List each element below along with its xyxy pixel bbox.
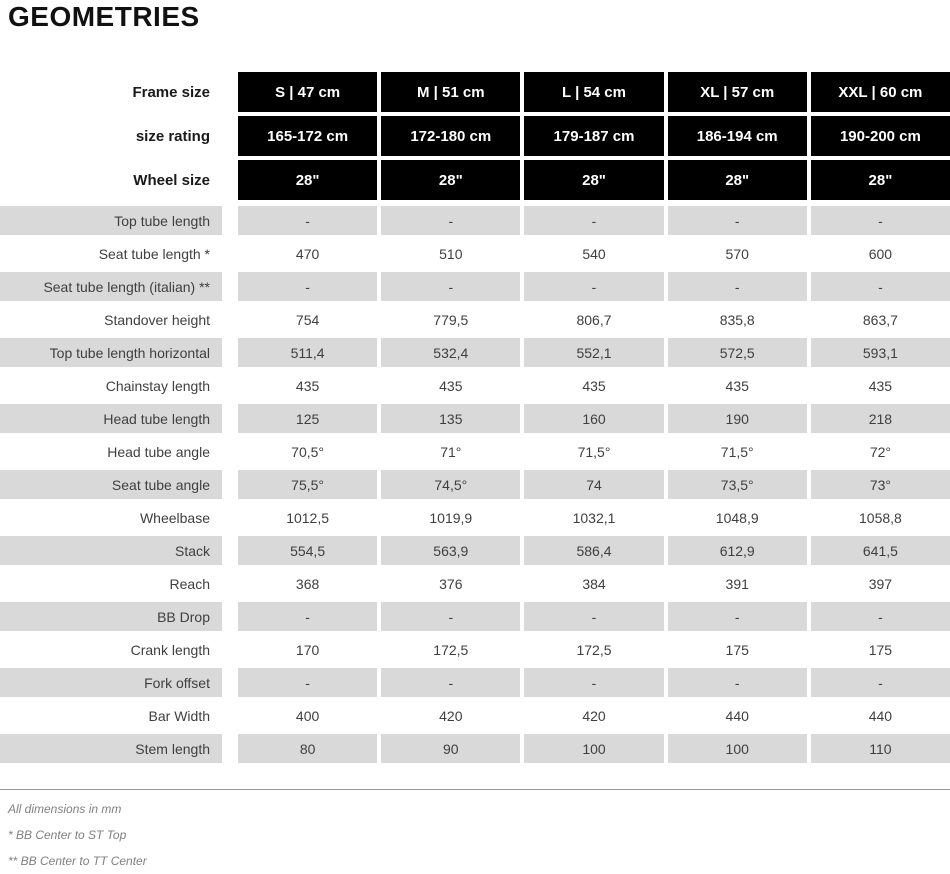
row-label: Seat tube length (italian) ** [0, 272, 222, 301]
value-cell: 554,5 [238, 536, 377, 565]
header-cell: S | 47 cm [238, 72, 377, 112]
header-row-wheel-size [0, 160, 950, 200]
table-body [0, 204, 950, 765]
value-cell: 172,5 [576, 641, 612, 658]
header-cell: 165-172 cm [238, 116, 377, 156]
value-cell: 190 [668, 404, 807, 433]
value-cell: 175 [725, 641, 749, 658]
value-cell: 863,7 [862, 311, 898, 328]
value-cell: 175 [868, 641, 893, 658]
value-cell: 1012,5 [286, 509, 330, 526]
header-cell: 28" [524, 160, 663, 200]
table-row-bar-width [0, 699, 950, 732]
table-row-top-tube-length [0, 204, 950, 237]
row-label: Crank length [130, 641, 210, 658]
value-cell: 779,5 [433, 311, 469, 328]
value-cell: - [524, 668, 663, 697]
value-cell: - [811, 668, 950, 697]
value-cell: - [381, 668, 520, 697]
header-row-label: Wheel size [133, 171, 210, 189]
value-cell: 71,5° [577, 443, 611, 460]
value-cell: 1048,9 [715, 509, 759, 526]
header-row-frame-size [0, 72, 950, 112]
value-cell: 435 [582, 377, 606, 394]
row-label: Head tube length [0, 404, 222, 433]
table-row-seat-tube-angle [0, 468, 950, 501]
value-cell: 218 [811, 404, 950, 433]
value-cell: 552,1 [524, 338, 663, 367]
value-cell: 600 [868, 245, 893, 262]
value-cell: - [668, 206, 807, 235]
value-cell: 612,9 [668, 536, 807, 565]
header-cell: XXL | 60 cm [811, 72, 950, 112]
header-cell: XL | 57 cm [668, 72, 807, 112]
value-cell: 100 [524, 734, 663, 763]
table-row-seat-tube-length [0, 237, 950, 270]
value-cell: - [524, 206, 663, 235]
value-cell: 1019,9 [429, 509, 473, 526]
row-label: Head tube angle [107, 443, 210, 460]
table-row-head-tube-length [0, 402, 950, 435]
row-label: Stack [0, 536, 222, 565]
value-cell: 400 [295, 707, 320, 724]
value-cell: 80 [238, 734, 377, 763]
value-cell: 754 [295, 311, 320, 328]
row-label: Top tube length [0, 206, 222, 235]
footnote: ** BB Center to TT Center [8, 854, 147, 868]
value-cell: 73° [811, 470, 950, 499]
value-cell: 397 [868, 575, 893, 592]
value-cell: 160 [524, 404, 663, 433]
table-row-head-tube-angle [0, 435, 950, 468]
value-cell: 435 [868, 377, 893, 394]
header-row-size-rating [0, 116, 950, 156]
value-cell: 440 [725, 707, 749, 724]
value-cell: 100 [668, 734, 807, 763]
value-cell: 135 [381, 404, 520, 433]
value-cell: 586,4 [524, 536, 663, 565]
table-row-fork-offset [0, 666, 950, 699]
value-cell: - [668, 272, 807, 301]
footer-divider [0, 789, 950, 790]
table-row-chainstay-length [0, 369, 950, 402]
value-cell: 75,5° [238, 470, 377, 499]
value-cell: - [381, 272, 520, 301]
row-label: BB Drop [0, 602, 222, 631]
row-label: Standover height [104, 311, 210, 328]
value-cell: 470 [295, 245, 320, 262]
geometry-table [0, 72, 950, 765]
table-row-wheelbase [0, 501, 950, 534]
value-cell: 71,5° [720, 443, 754, 460]
value-cell: - [238, 206, 377, 235]
value-cell: - [811, 272, 950, 301]
header-cell: 190-200 cm [811, 116, 950, 156]
value-cell: 110 [811, 734, 950, 763]
value-cell: 71° [440, 443, 462, 460]
value-cell: 170 [295, 641, 320, 658]
row-label: Chainstay length [105, 377, 210, 394]
header-cell: 28" [238, 160, 377, 200]
row-label: Seat tube angle [0, 470, 222, 499]
value-cell: 563,9 [381, 536, 520, 565]
footnote: * BB Center to ST Top [8, 828, 127, 842]
table-row-standover-height [0, 303, 950, 336]
value-cell: - [811, 602, 950, 631]
table-row-seat-tube-length-italian [0, 270, 950, 303]
header-cell: 179-187 cm [524, 116, 663, 156]
value-cell: 593,1 [811, 338, 950, 367]
row-label: Wheelbase [139, 509, 210, 526]
value-cell: - [668, 668, 807, 697]
table-header [0, 72, 950, 200]
value-cell: 172,5 [433, 641, 469, 658]
value-cell: 511,4 [238, 338, 377, 367]
header-cell: 28" [811, 160, 950, 200]
value-cell: 72° [869, 443, 891, 460]
header-cell: 28" [381, 160, 520, 200]
row-label: Fork offset [0, 668, 222, 697]
table-row-crank-length [0, 633, 950, 666]
footnote: All dimensions in mm [8, 802, 122, 816]
table-row-reach [0, 567, 950, 600]
value-cell: - [811, 206, 950, 235]
value-cell: 376 [439, 575, 463, 592]
row-label: Reach [169, 575, 210, 592]
header-cell: 186-194 cm [668, 116, 807, 156]
value-cell: 73,5° [668, 470, 807, 499]
header-cell: M | 51 cm [381, 72, 520, 112]
value-cell: 420 [582, 707, 606, 724]
value-cell: 70,5° [291, 443, 325, 460]
value-cell: 532,4 [381, 338, 520, 367]
header-row-label: size rating [135, 127, 210, 145]
value-cell: 540 [582, 245, 606, 262]
value-cell: 572,5 [668, 338, 807, 367]
value-cell: 435 [439, 377, 463, 394]
footnotes [0, 796, 950, 874]
value-cell: 641,5 [811, 536, 950, 565]
value-cell: - [381, 602, 520, 631]
value-cell: 435 [295, 377, 320, 394]
value-cell: 570 [725, 245, 749, 262]
value-cell: 1058,8 [859, 509, 902, 526]
value-cell: - [238, 668, 377, 697]
row-label: Stem length [0, 734, 222, 763]
value-cell: 74,5° [381, 470, 520, 499]
row-label: Bar Width [148, 707, 210, 724]
header-cell: L | 54 cm [524, 72, 663, 112]
value-cell: 835,8 [719, 311, 755, 328]
value-cell: 90 [381, 734, 520, 763]
header-cell: 172-180 cm [381, 116, 520, 156]
value-cell: 368 [295, 575, 320, 592]
value-cell: 74 [524, 470, 663, 499]
value-cell: - [238, 602, 377, 631]
value-cell: - [238, 272, 377, 301]
table-row-bb-drop [0, 600, 950, 633]
header-row-label: Frame size [132, 83, 210, 101]
table-row-stem-length [0, 732, 950, 765]
value-cell: 384 [582, 575, 606, 592]
value-cell: - [381, 206, 520, 235]
value-cell: 806,7 [576, 311, 612, 328]
value-cell: 391 [725, 575, 749, 592]
value-cell: 1032,1 [572, 509, 616, 526]
value-cell: 440 [868, 707, 893, 724]
value-cell: - [668, 602, 807, 631]
page-title: GEOMETRIES [8, 1, 200, 32]
value-cell: 125 [238, 404, 377, 433]
table-row-top-tube-length-horizontal [0, 336, 950, 369]
table-row-stack [0, 534, 950, 567]
row-label: Top tube length horizontal [0, 338, 222, 367]
value-cell: - [524, 272, 663, 301]
value-cell: 510 [439, 245, 463, 262]
value-cell: - [524, 602, 663, 631]
row-label: Seat tube length * [98, 245, 210, 262]
value-cell: 435 [725, 377, 749, 394]
value-cell: 420 [439, 707, 463, 724]
header-cell: 28" [668, 160, 807, 200]
